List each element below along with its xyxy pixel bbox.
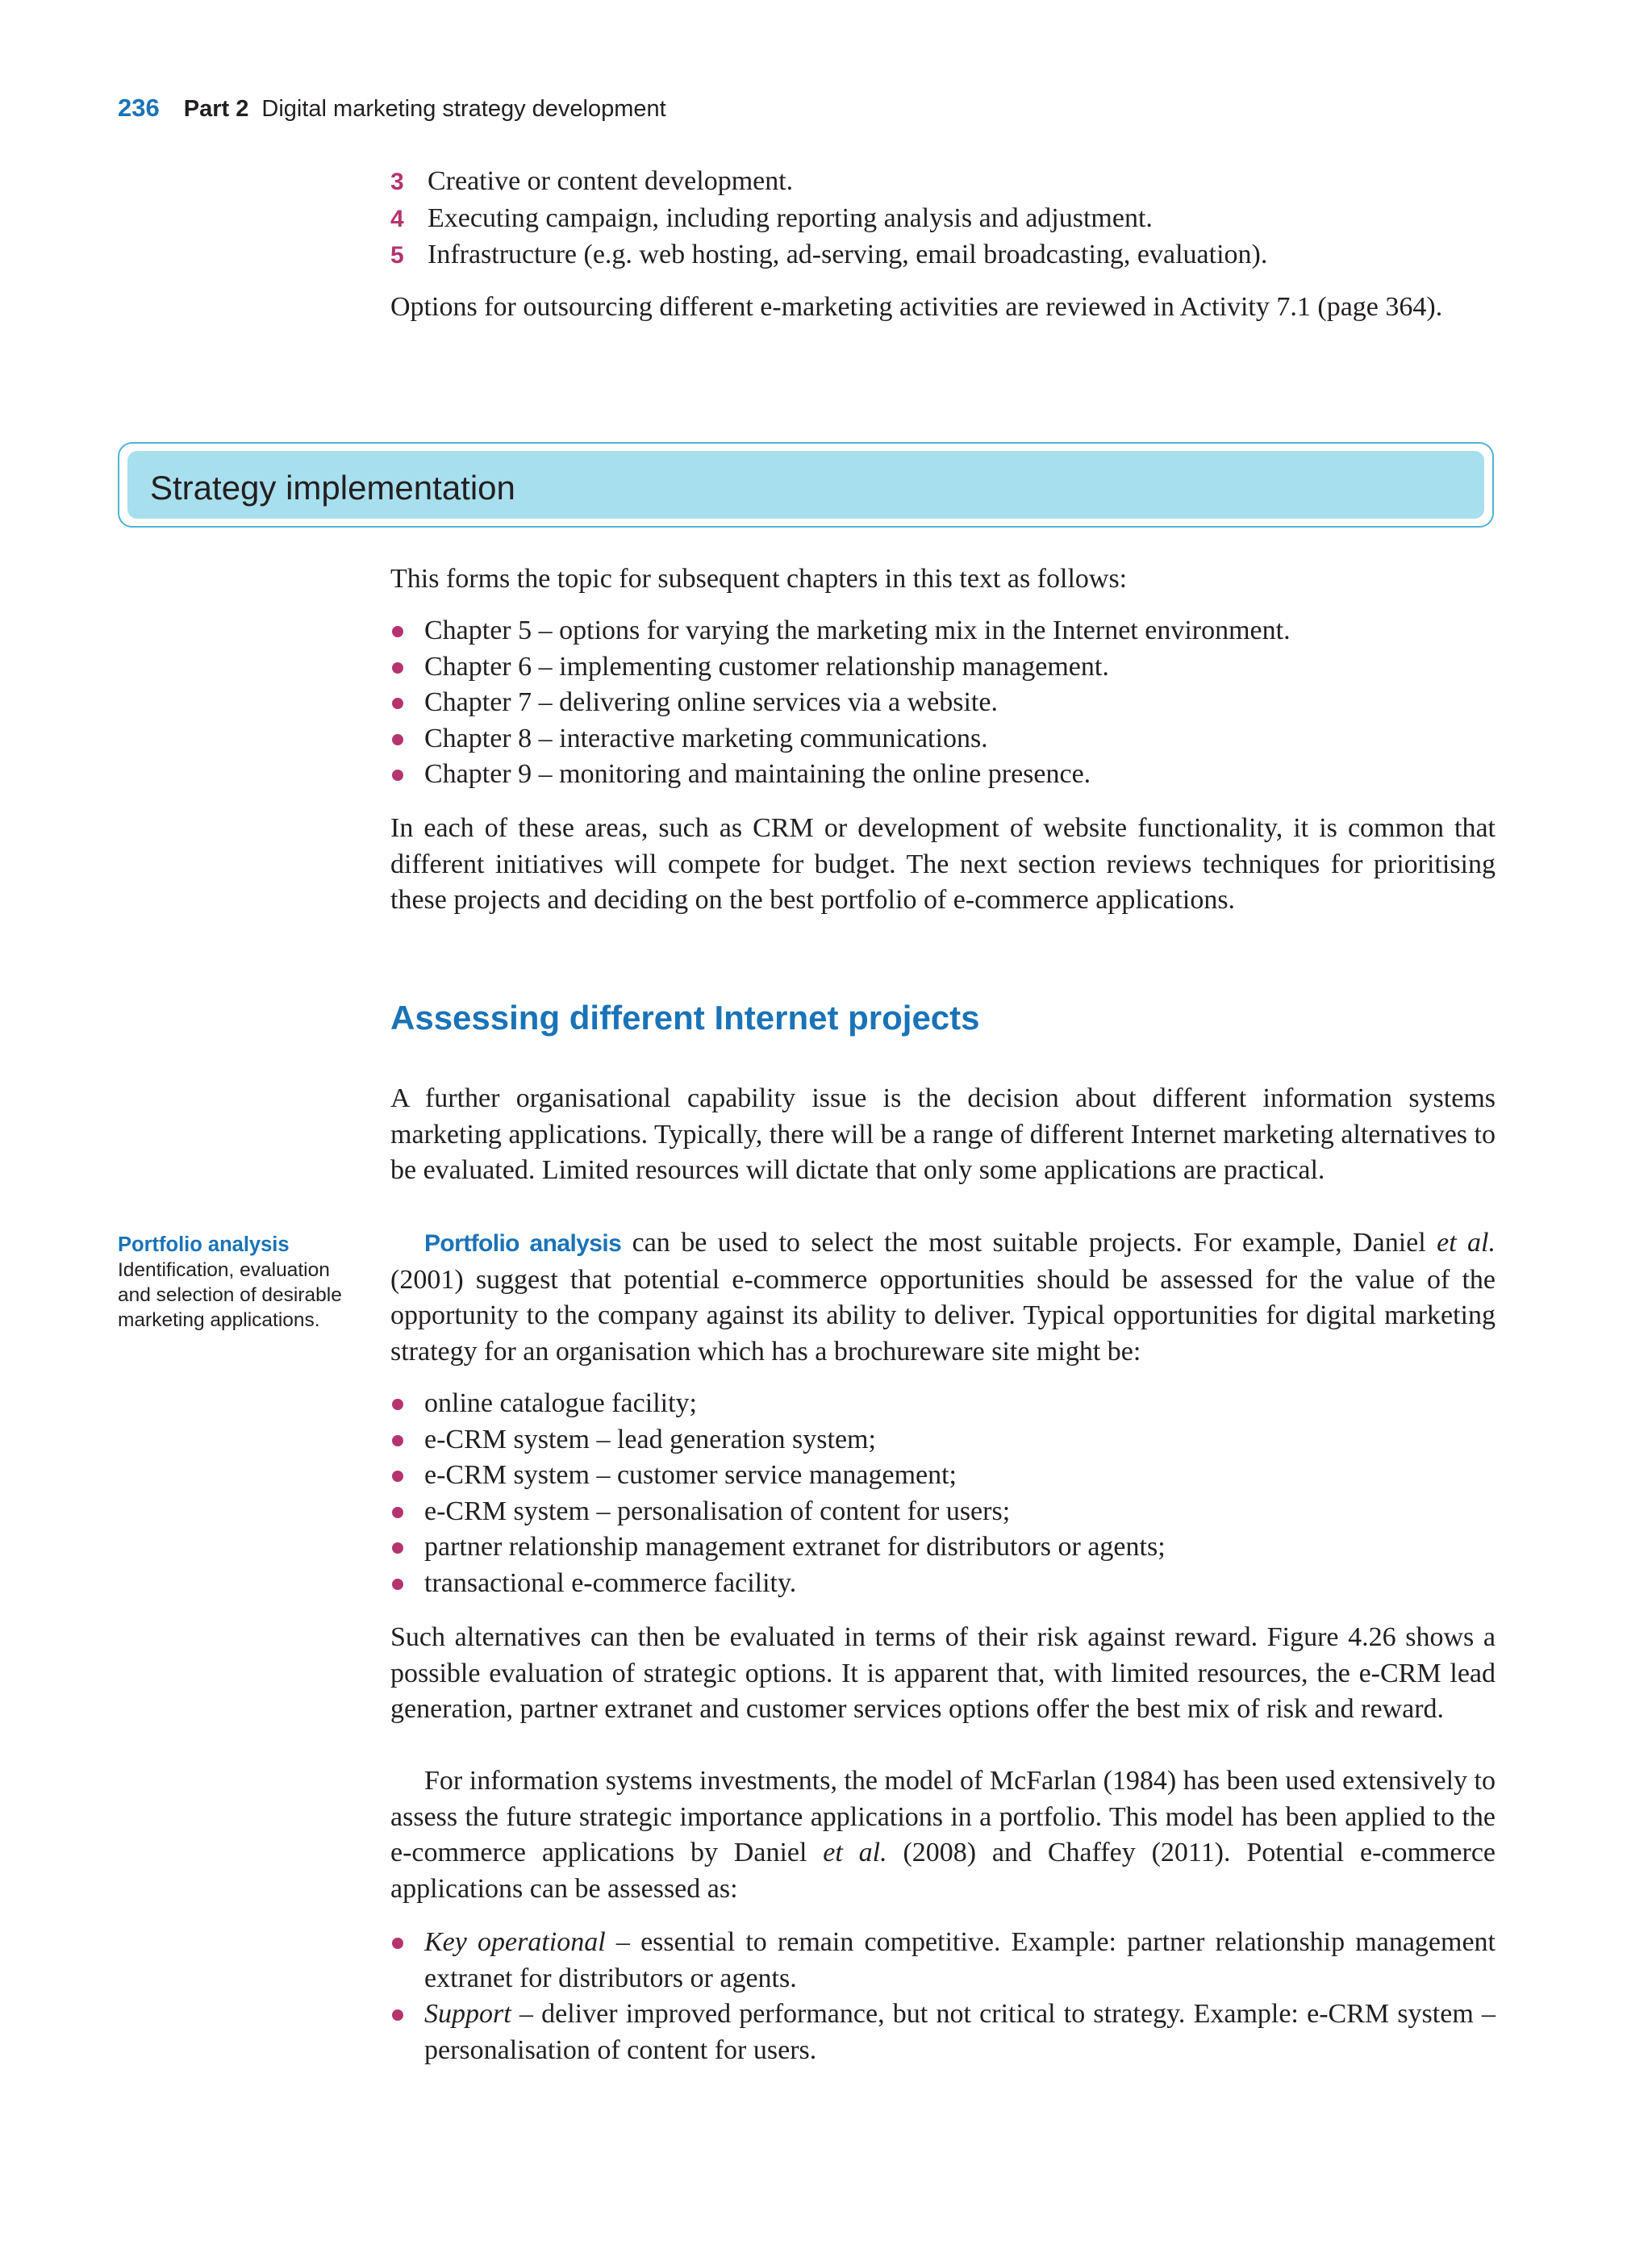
- running-title: Digital marketing strategy development: [261, 96, 666, 122]
- paragraph-text: (2008) and Chaffey (2011). Potential e-commerce applications can be assessed as:: [390, 1838, 1496, 1904]
- paragraph-text: can be used to select the most suitable projects. For example, Daniel: [632, 1228, 1426, 1258]
- section-title: Strategy implementation: [150, 469, 515, 507]
- margin-glossary-note: [118, 1233, 360, 1333]
- running-header: [118, 94, 666, 126]
- list-item: partner relationship management extranet for distributors or agents;: [390, 1529, 1496, 1566]
- section-subheading: Assessing different Internet projects: [390, 999, 980, 1037]
- page-number: 236: [118, 94, 160, 122]
- chapter-list: [390, 613, 1496, 793]
- assessment-list: [390, 1925, 1496, 2068]
- alternatives-paragraph: Such alternatives can then be evaluated in terms of their risk against reward. Figure 4.26 shows a possible evaluation of strategic options. It is apparent that, with limited resources, the e-CRM lead generation, partner extranet and customer services options offer the best mix of risk and reward.: [390, 1622, 1496, 1724]
- mcfarlan-paragraph: [390, 1763, 1496, 1907]
- paragraph-text: (2001) suggest that potential e-commerce opportunities should be assessed for the value of the opportunity to the company against its ability to deliver. Typical opportunities for digital marketing strategy for an organisation which has a brochureware site might be:: [390, 1264, 1496, 1367]
- assessment-term: Support: [424, 1999, 511, 2029]
- list-item: [390, 1925, 1496, 1997]
- intro-paragraph: This forms the topic for subsequent chapters in this text as follows:: [390, 564, 1128, 594]
- list-item: e-CRM system – lead generation system;: [390, 1422, 1496, 1458]
- list-item: Chapter 5 – options for varying the marketing mix in the Internet environment.: [390, 613, 1496, 649]
- list-item: [390, 1997, 1496, 2068]
- item-text: Executing campaign, including reporting analysis and adjustment.: [428, 202, 1153, 233]
- item-number: 3: [390, 169, 404, 195]
- item-number: 5: [390, 242, 404, 269]
- list-item: e-CRM system – customer service management;: [390, 1458, 1496, 1494]
- glossary-term: Portfolio analysis: [118, 1233, 290, 1256]
- areas-paragraph: In each of these areas, such as CRM or development of website functionality, it is common that different initiatives will compete for budget. The next section reviews techniques for prioritising these projects and deciding on the best portfolio of e-commerce applications.: [390, 813, 1496, 915]
- assessment-term: Key operational: [424, 1927, 606, 1957]
- glossary-definition: Identification, evaluation and selection of desirable marketing applications.: [118, 1259, 342, 1331]
- item-text: Infrastructure (e.g. web hosting, ad-serving, email broadcasting, evaluation).: [428, 240, 1268, 269]
- item-text: Creative or content development.: [428, 166, 794, 196]
- list-item: Chapter 9 – monitoring and maintaining the online presence.: [390, 757, 1496, 793]
- list-item: [390, 164, 1496, 201]
- key-term: Portfolio analysis: [424, 1230, 622, 1257]
- item-number: 4: [390, 205, 404, 232]
- portfolio-paragraph: [390, 1225, 1496, 1370]
- list-item: Chapter 7 – delivering online services via a website.: [390, 685, 1496, 721]
- opportunity-list: [390, 1386, 1496, 1601]
- list-item: [390, 237, 1496, 274]
- capability-paragraph: A further organisational capability issue is the decision about different information systems marketing applications. Typically, there will be a range of different Internet marketing alternatives to be evaluated. Limited resources will dictate that only some applications are practical.: [390, 1083, 1496, 1185]
- list-item: e-CRM system – personalisation of content for users;: [390, 1494, 1496, 1530]
- list-item: Chapter 6 – implementing customer relationship management.: [390, 649, 1496, 686]
- numbered-list: [390, 164, 1496, 274]
- list-item: Chapter 8 – interactive marketing communications.: [390, 721, 1496, 757]
- assessment-text: – deliver improved performance, but not critical to strategy. Example: e-CRM system – personalisation of content for users.: [424, 1999, 1496, 2065]
- part-label: Part 2: [183, 96, 249, 122]
- list-item: online catalogue facility;: [390, 1386, 1496, 1422]
- list-item: transactional e-commerce facility.: [390, 1566, 1496, 1602]
- paragraph-text: For information systems investments, the model of McFarlan (1984) has been used extensively to assess the future strategic importance applications in a portfolio. This model has been applied to the e-commerce applications by Daniel: [390, 1766, 1496, 1867]
- citation-etal: et al.: [823, 1838, 887, 1867]
- outsourcing-paragraph: Options for outsourcing different e-marketing activities are reviewed in Activity 7.1 (page 364).: [390, 292, 1443, 322]
- section-banner: [118, 442, 1494, 528]
- citation-etal: et al.: [1437, 1228, 1496, 1258]
- list-item: [390, 201, 1496, 238]
- assessment-text: – essential to remain competitive. Example: partner relationship management extranet for distributors or agents.: [424, 1927, 1496, 1993]
